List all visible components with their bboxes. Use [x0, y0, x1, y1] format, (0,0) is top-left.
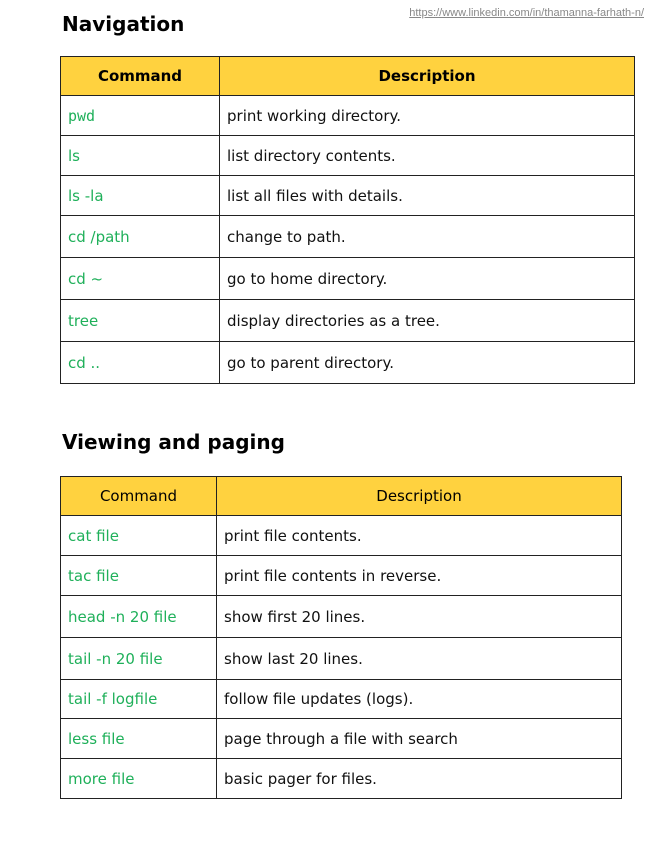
description-cell: change to path.	[220, 216, 635, 258]
description-column-header: Description	[217, 477, 622, 516]
table-row	[61, 596, 622, 638]
table-row	[61, 216, 635, 258]
command-cell: tac file	[61, 556, 217, 596]
table-row	[61, 556, 622, 596]
navigation-table	[60, 56, 635, 384]
description-cell: show last 20 lines.	[217, 638, 622, 680]
table-row	[61, 258, 635, 300]
command-cell: ls	[61, 136, 220, 176]
description-cell: go to parent directory.	[220, 342, 635, 384]
command-cell: tail -n 20 file	[61, 638, 217, 680]
description-cell: list all files with details.	[220, 176, 635, 216]
table-row	[61, 719, 622, 759]
description-cell: display directories as a tree.	[220, 300, 635, 342]
command-cell: pwd	[61, 96, 220, 136]
linkedin-link[interactable]: https://www.linkedin.com/in/thamanna-farhath-n/	[409, 7, 644, 19]
table-row	[61, 136, 635, 176]
viewing-table	[60, 476, 622, 799]
command-cell: head -n 20 file	[61, 596, 217, 638]
description-cell: basic pager for files.	[217, 759, 622, 799]
command-cell: cd ..	[61, 342, 220, 384]
command-cell: more file	[61, 759, 217, 799]
description-column-header: Description	[220, 57, 635, 96]
table-row	[61, 176, 635, 216]
command-cell: cd /path	[61, 216, 220, 258]
description-cell: show first 20 lines.	[217, 596, 622, 638]
table-header-row	[61, 477, 622, 516]
viewing-heading: Viewing and paging	[62, 430, 285, 454]
table-row	[61, 516, 622, 556]
command-cell: tail -f logfile	[61, 680, 217, 719]
description-cell: print working directory.	[220, 96, 635, 136]
command-cell: less file	[61, 719, 217, 759]
command-cell: cd ~	[61, 258, 220, 300]
description-cell: follow file updates (logs).	[217, 680, 622, 719]
table-row	[61, 96, 635, 136]
command-cell: tree	[61, 300, 220, 342]
table-header-row	[61, 57, 635, 96]
command-column-header: Command	[61, 477, 217, 516]
description-cell: page through a file with search	[217, 719, 622, 759]
table-row	[61, 342, 635, 384]
command-cell: ls -la	[61, 176, 220, 216]
table-row	[61, 759, 622, 799]
command-cell: cat file	[61, 516, 217, 556]
description-cell: print file contents in reverse.	[217, 556, 622, 596]
table-row	[61, 300, 635, 342]
table-row	[61, 680, 622, 719]
description-cell: list directory contents.	[220, 136, 635, 176]
description-cell: go to home directory.	[220, 258, 635, 300]
description-cell: print file contents.	[217, 516, 622, 556]
command-column-header: Command	[61, 57, 220, 96]
navigation-heading: Navigation	[62, 12, 185, 36]
table-row	[61, 638, 622, 680]
